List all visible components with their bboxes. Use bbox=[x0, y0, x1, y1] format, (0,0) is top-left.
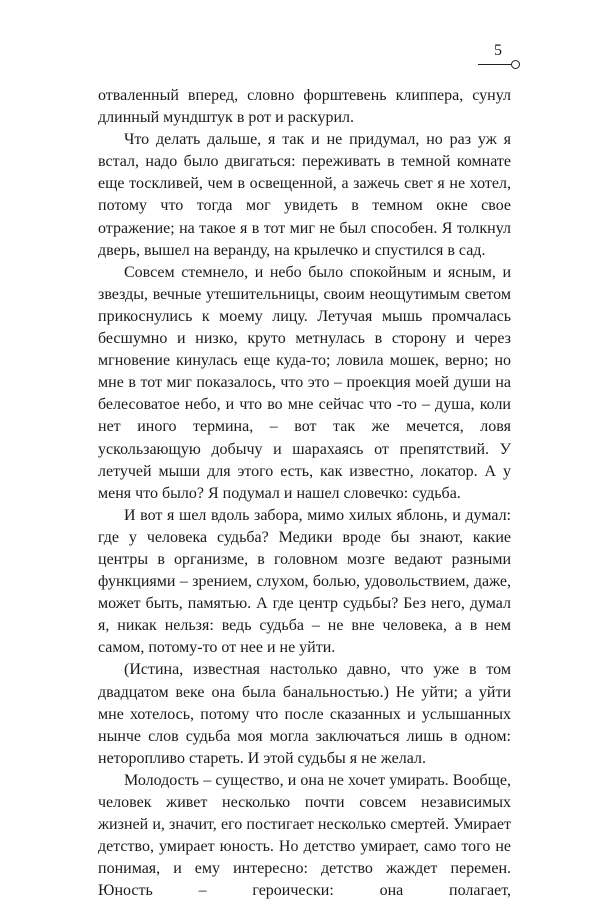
book-text-body bbox=[98, 85, 511, 902]
page-number: 5 bbox=[494, 42, 502, 59]
paragraph: (Истина, известная настолько давно, что уже в том двадцатом веке она была банальностью.) Не уйти; а уйти мне хотелось, потому что после сказанных и услышанных нынче слов судьба моя могла заключаться лишь в одном: неторопливо стареть. И этой судьбы я не желал. bbox=[98, 661, 511, 767]
paragraph: Что делать дальше, я так и не придумал, но раз уж я встал, надо было двигаться: переживать в темной комнате еще тоскливей, чем в освещенной, а зажечь свет я не хотел, потому что тогда мог увидеть в темном окне свое отражение; на такое я в тот миг не был способен. Я толкнул дверь, вышел на веранду, на крылечко и спустился в сад. bbox=[98, 131, 511, 259]
page-number-rule bbox=[478, 64, 512, 65]
page-number-ornament-circle bbox=[511, 60, 520, 69]
paragraph-continuation: отваленный вперед, словно форштевень клиппера, сунул длинный мундштук в рот и раскурил. bbox=[98, 87, 511, 127]
page-header bbox=[478, 42, 522, 72]
paragraph: Совсем стемнело, и небо было спокойным и ясным, и звезды, вечные утешительницы, своим неощутимым светом прикоснулись к моему лицу. Летучая мышь промчалась бесшумно и низко, круто метнулась в сторону и через мгновение кинулась еще куда-то; ловила мошек, верно; но мне в тот миг показалось, что это – проекция моей души на белесоватое небо, и что во мне сейчас что -то – душа, коли нет иного термина, – вот так же мечется, ловя ускользающую добычу и шарахаясь от препятствий. У летучей мыши для этого есть, как известно, локатор. А у меня что было? Я подумал и нашел словечко: судьба. bbox=[98, 263, 511, 502]
paragraph: И вот я шел вдоль забора, мимо хилых яблонь, и думал: где у человека судьба? Медики вроде бы знают, какие центры в организме, в головном мозге ведают разными функциями – зрением, слухом, болью, удовольствием, даже, может быть, памятью. А где центр судьбы? Без него, думал я, никак нельзя: ведь судьба – не вне человека, а в нем самом, потому-то от нее и не уйти. bbox=[98, 506, 511, 657]
paragraph-continues-next-page: Молодость – существо, и она не хочет умирать. Вообще, человек живет несколько почти совсем независимых жизней и, значит, его постигает несколько смертей. Умирает детство, умирает юность. Но детство умирает, само того не понимая, и ему интересно: детство жаждет перемен. Юность – героически: она полагает, bbox=[98, 771, 511, 900]
